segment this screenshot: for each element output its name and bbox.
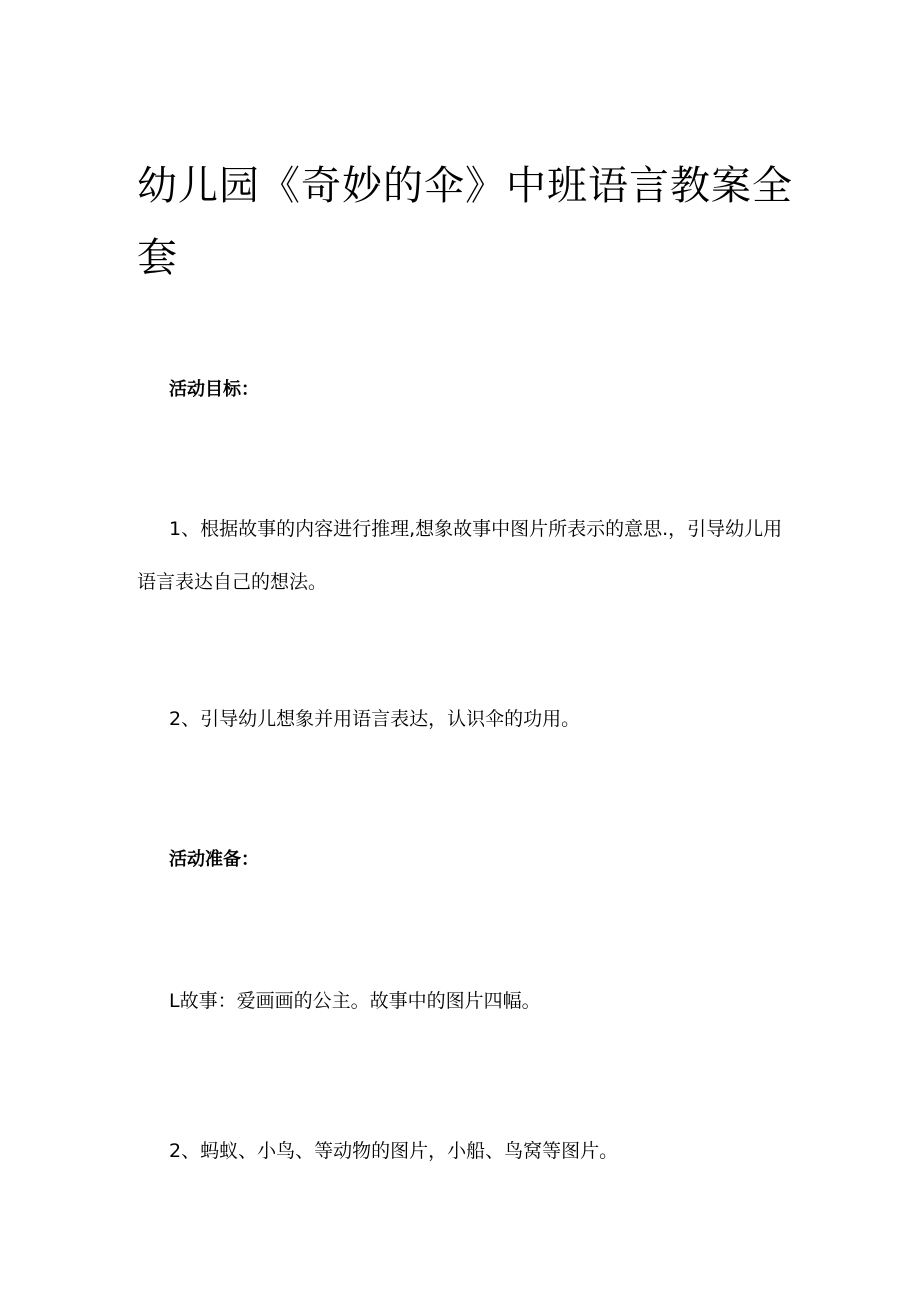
section-heading-goals: 活动目标： — [169, 379, 259, 400]
goal-item-1: 1、根据故事的内容进行推理,想象故事中图片所表示的意思.，引导幼儿用语言表达自己的想法。 — [137, 518, 783, 593]
section-heading-preparation: 活动准备： — [169, 849, 259, 870]
preparation-item-1: L故事：爱画画的公主。故事中的图片四幅。 — [169, 990, 541, 1012]
goal-item-2: 2、引导幼儿想象并用语言表达，认识伞的功用。 — [169, 708, 581, 730]
document-title: 幼儿园《奇妙的伞》中班语言教案全套 — [137, 163, 793, 281]
preparation-item-2: 2、蚂蚁、小鸟、等动物的图片，小船、鸟窝等图片。 — [169, 1140, 619, 1162]
